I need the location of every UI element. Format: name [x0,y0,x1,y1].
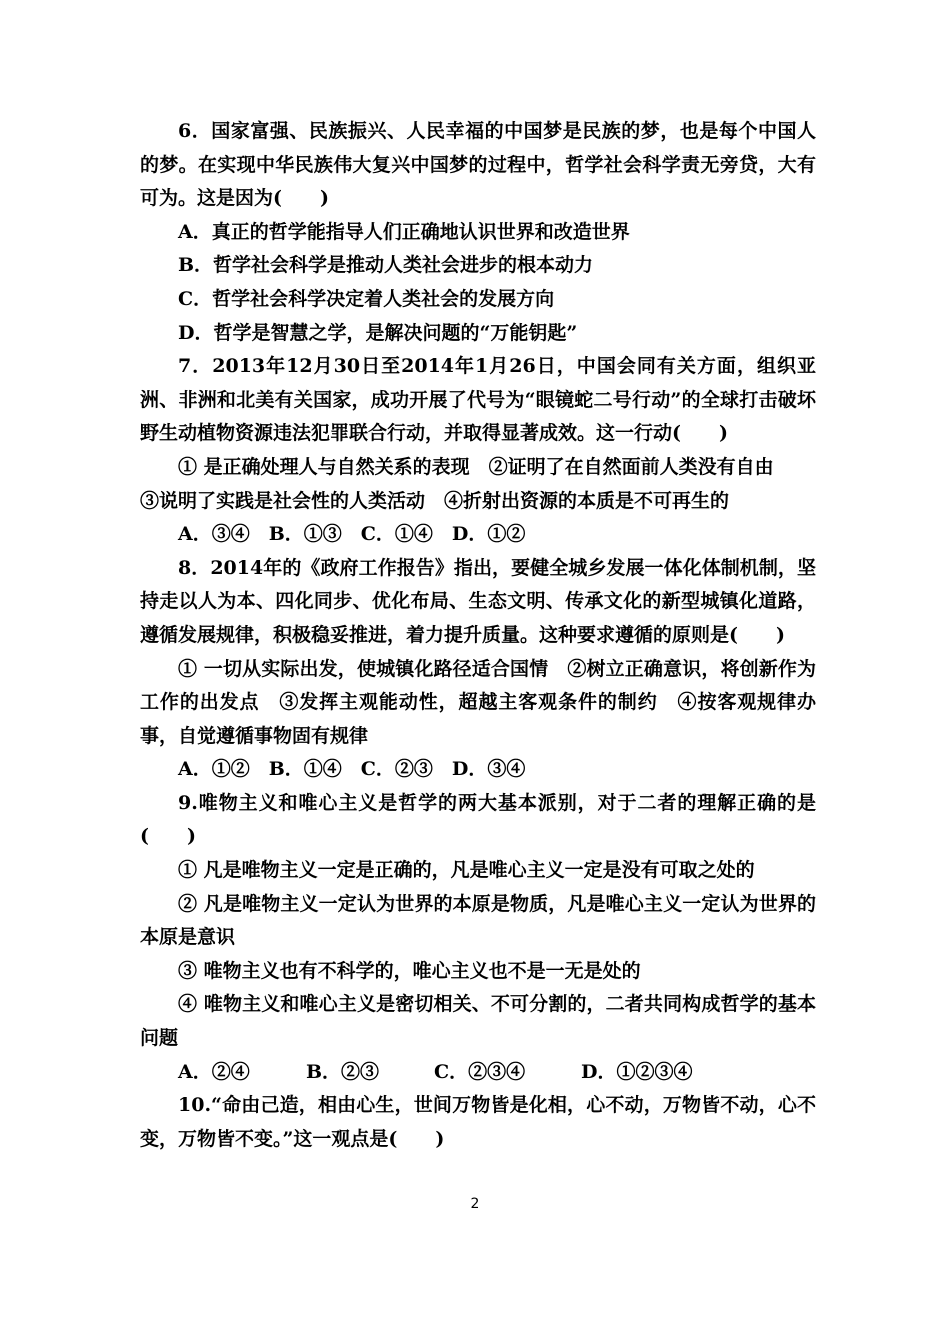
question-9-item-1: ① 凡是唯物主义一定是正确的，凡是唯心主义一定是没有可取之处的 [178,859,755,882]
question-9-stem: 9.唯物主义和唯心主义是哲学的两大基本派别，对于二者的理解正确的是( ) [140,791,816,848]
question-9-choices [140,1056,816,1090]
question-8-items: ① 一切从实际出发，使城镇化路径适合国情 ②树立正确意识，将创新作为工作的出发点 ③发挥主观能动性，超越主客观条件的制约 ④按客观规律办事，自觉遵循事物固有规律 [140,657,816,747]
question-6-option-d: D．哲学是智慧之学，是解决问题的“万能钥匙” [178,321,578,344]
question-9-choice-d: D．①②③④ [581,1060,693,1083]
question-9-item-3: ③ 唯物主义也有不科学的，唯心主义也不是一无是处的 [178,959,641,982]
question-8-choices: A．①② B．①④ C．②③ D．③④ [178,758,526,781]
question-9-item-4: ④ 唯物主义和唯心主义是密切相关、不可分割的，二者共同构成哲学的基本问题 [140,993,816,1050]
question-9-choice-c: C．②③④ [434,1060,526,1083]
question-8-stem: 8．2014年的《政府工作报告》指出，要健全城乡发展一体化体制机制，坚持走以人为本、四化同步、优化布局、生态文明、传承文化的新型城镇化道路，遵循发展规律，积极稳妥推进，着力提升质量。这种要求遵循的原则是( ) [140,556,816,646]
question-7-stem: 7．2013年12月30日至2014年1月26日，中国会同有关方面，组织亚洲、非洲和北美有关国家，成功开展了代号为“眼镜蛇二号行动”的全球打击破坏野生动植物资源违法犯罪联合行动，并取得显著成效。这一行动( ) [140,355,816,445]
question-7-choices: A．③④ B．①③ C．①④ D．①② [178,523,526,546]
question-6-option-b: B．哲学社会科学是推动人类社会进步的根本动力 [178,254,594,277]
question-9-choice-b: B．②③ [306,1060,380,1083]
question-9-item-2: ② 凡是唯物主义一定认为世界的本原是物质，凡是唯心主义一定认为世界的本原是意识 [140,892,816,949]
question-10-stem: 10.“命由己造，相由心生，世间万物皆是化相，心不动，万物皆不动，心不变，万物皆不变。”这一观点是( ) [140,1094,816,1150]
question-6-option-a: A．真正的哲学能指导人们正确地认识世界和改造世界 [178,220,630,243]
question-7-items-line-1: ① 是正确处理人与自然关系的表现 ②证明了在自然面前人类没有自由 [178,455,774,478]
question-6-option-c: C．哲学社会科学决定着人类社会的发展方向 [178,287,555,310]
page-number: 2 [470,1196,480,1212]
question-6-stem: 6．国家富强、民族振兴、人民幸福的中国梦是民族的梦，也是每个中国人的梦。在实现中华民族伟大复兴中国梦的过程中，哲学社会科学责无旁贷，大有可为。这是因为( ) [140,120,816,210]
question-9-choice-a: A．②④ [178,1060,250,1083]
document-body [140,115,816,1156]
question-7-items-line-2: ③说明了实践是社会性的人类活动 ④折射出资源的本质是不可再生的 [140,489,730,512]
